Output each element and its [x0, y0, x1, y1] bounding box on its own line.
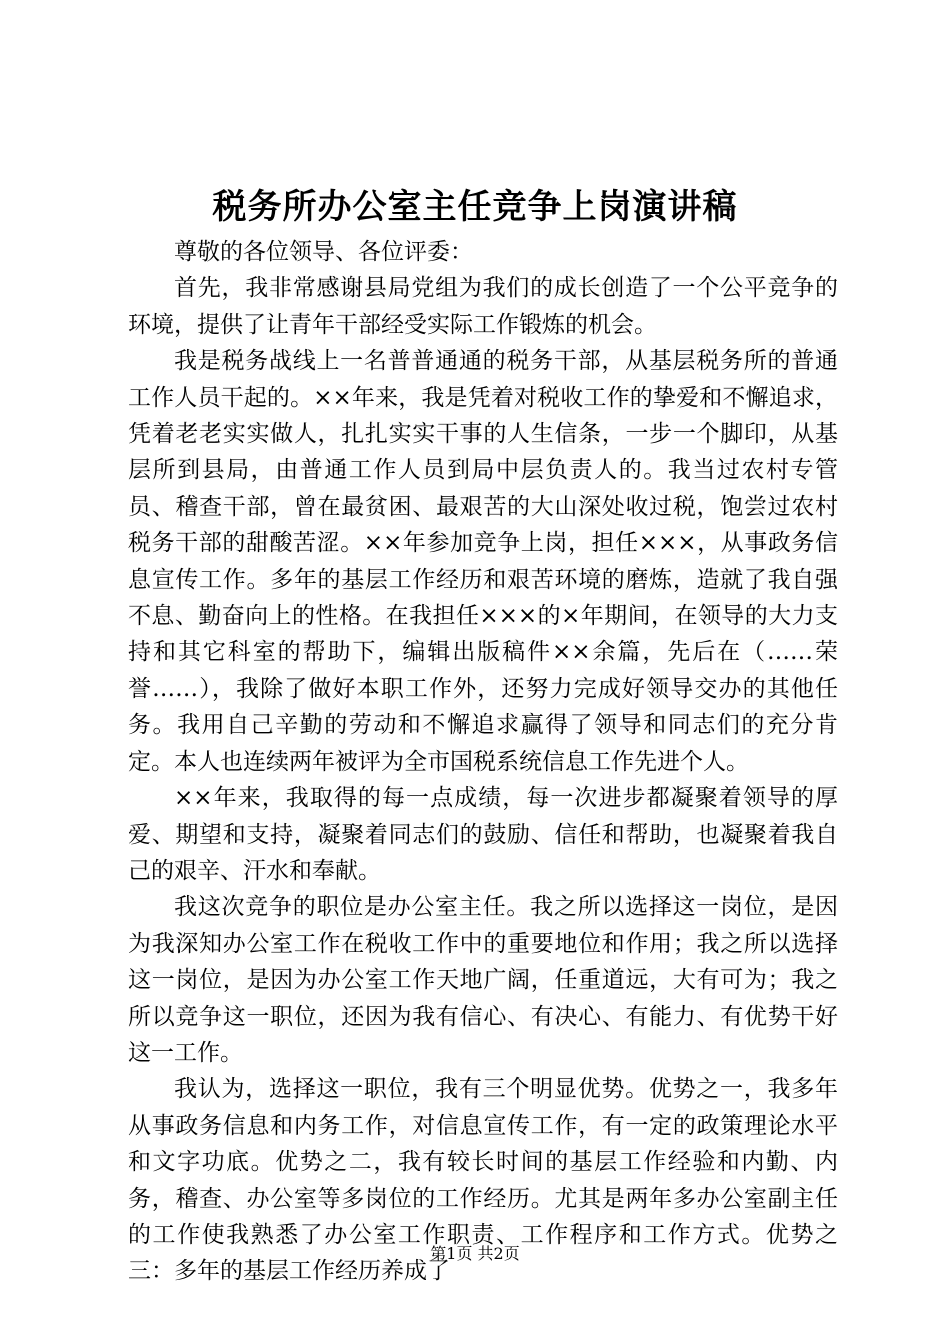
body-paragraph: ××年来，我取得的每一点成绩，每一次进步都凝聚着领导的厚爱、期望和支持，凝聚着同志们的鼓励、信任和帮助，也凝聚着我自己的艰辛、汗水和奉献。 [128, 785, 838, 884]
salutation-paragraph: 尊敬的各位领导、各位评委： [174, 239, 473, 265]
body-paragraph: 我这次竞争的职位是办公室主任。我之所以选择这一岗位，是因为我深知办公室工作在税收工作中的重要地位和作用；我之所以选择这一岗位，是因为办公室工作天地广阔，任重道远，大有可为；我之所以竞争这一职位，还因为我有信心、有决心、有能力、有优势干好这一工作。 [128, 894, 838, 1066]
document-title: 税务所办公室主任竞争上岗演讲稿 [212, 187, 738, 227]
body-paragraph: 我认为，选择这一职位，我有三个明显优势。优势之一，我多年从事政务信息和内务工作，对信息宣传工作，有一定的政策理论水平和文字功底。优势之二，我有较长时间的基层工作经验和内勤、内务，稽查、办公室等多岗位的工作经历。尤其是两年多办公室副主任的工作使我熟悉了办公室工作职责、工作程序和工作方式。优势之三：多年的基层工作经历养成了 [128, 1076, 838, 1285]
body-paragraph: 首先，我非常感谢县局党组为我们的成长创造了一个公平竞争的环境，提供了让青年干部经受实际工作锻炼的机会。 [128, 275, 838, 338]
document-body [128, 234, 838, 1290]
page-footer-indicator: 第1页 共2页 [430, 1244, 520, 1263]
body-paragraph: 我是税务战线上一名普普通通的税务干部，从基层税务所的普通工作人员干起的。××年来，我是凭着对税收工作的挚爱和不懈追求，凭着老老实实做人，扎扎实实干事的人生信条，一步一个脚印，从基层所到县局，由普通工作人员到局中层负责人的。我当过农村专管员、稽查干部，曾在最贫困、最艰苦的大山深处收过税，饱尝过农村税务干部的甜酸苦涩。××年参加竞争上岗，担任×××，从事政务信息宣传工作。多年的基层工作经历和艰苦环境的磨炼，造就了我自强不息、勤奋向上的性格。在我担任×××的×年期间，在领导的大力支持和其它科室的帮助下，编辑出版稿件××余篇，先后在（……荣誉……），我除了做好本职工作外，还努力完成好领导交办的其他任务。我用自己辛勤的劳动和不懈追求赢得了领导和同志们的充分肯定。本人也连续两年被评为全市国税系统信息工作先进个人。 [128, 348, 838, 775]
